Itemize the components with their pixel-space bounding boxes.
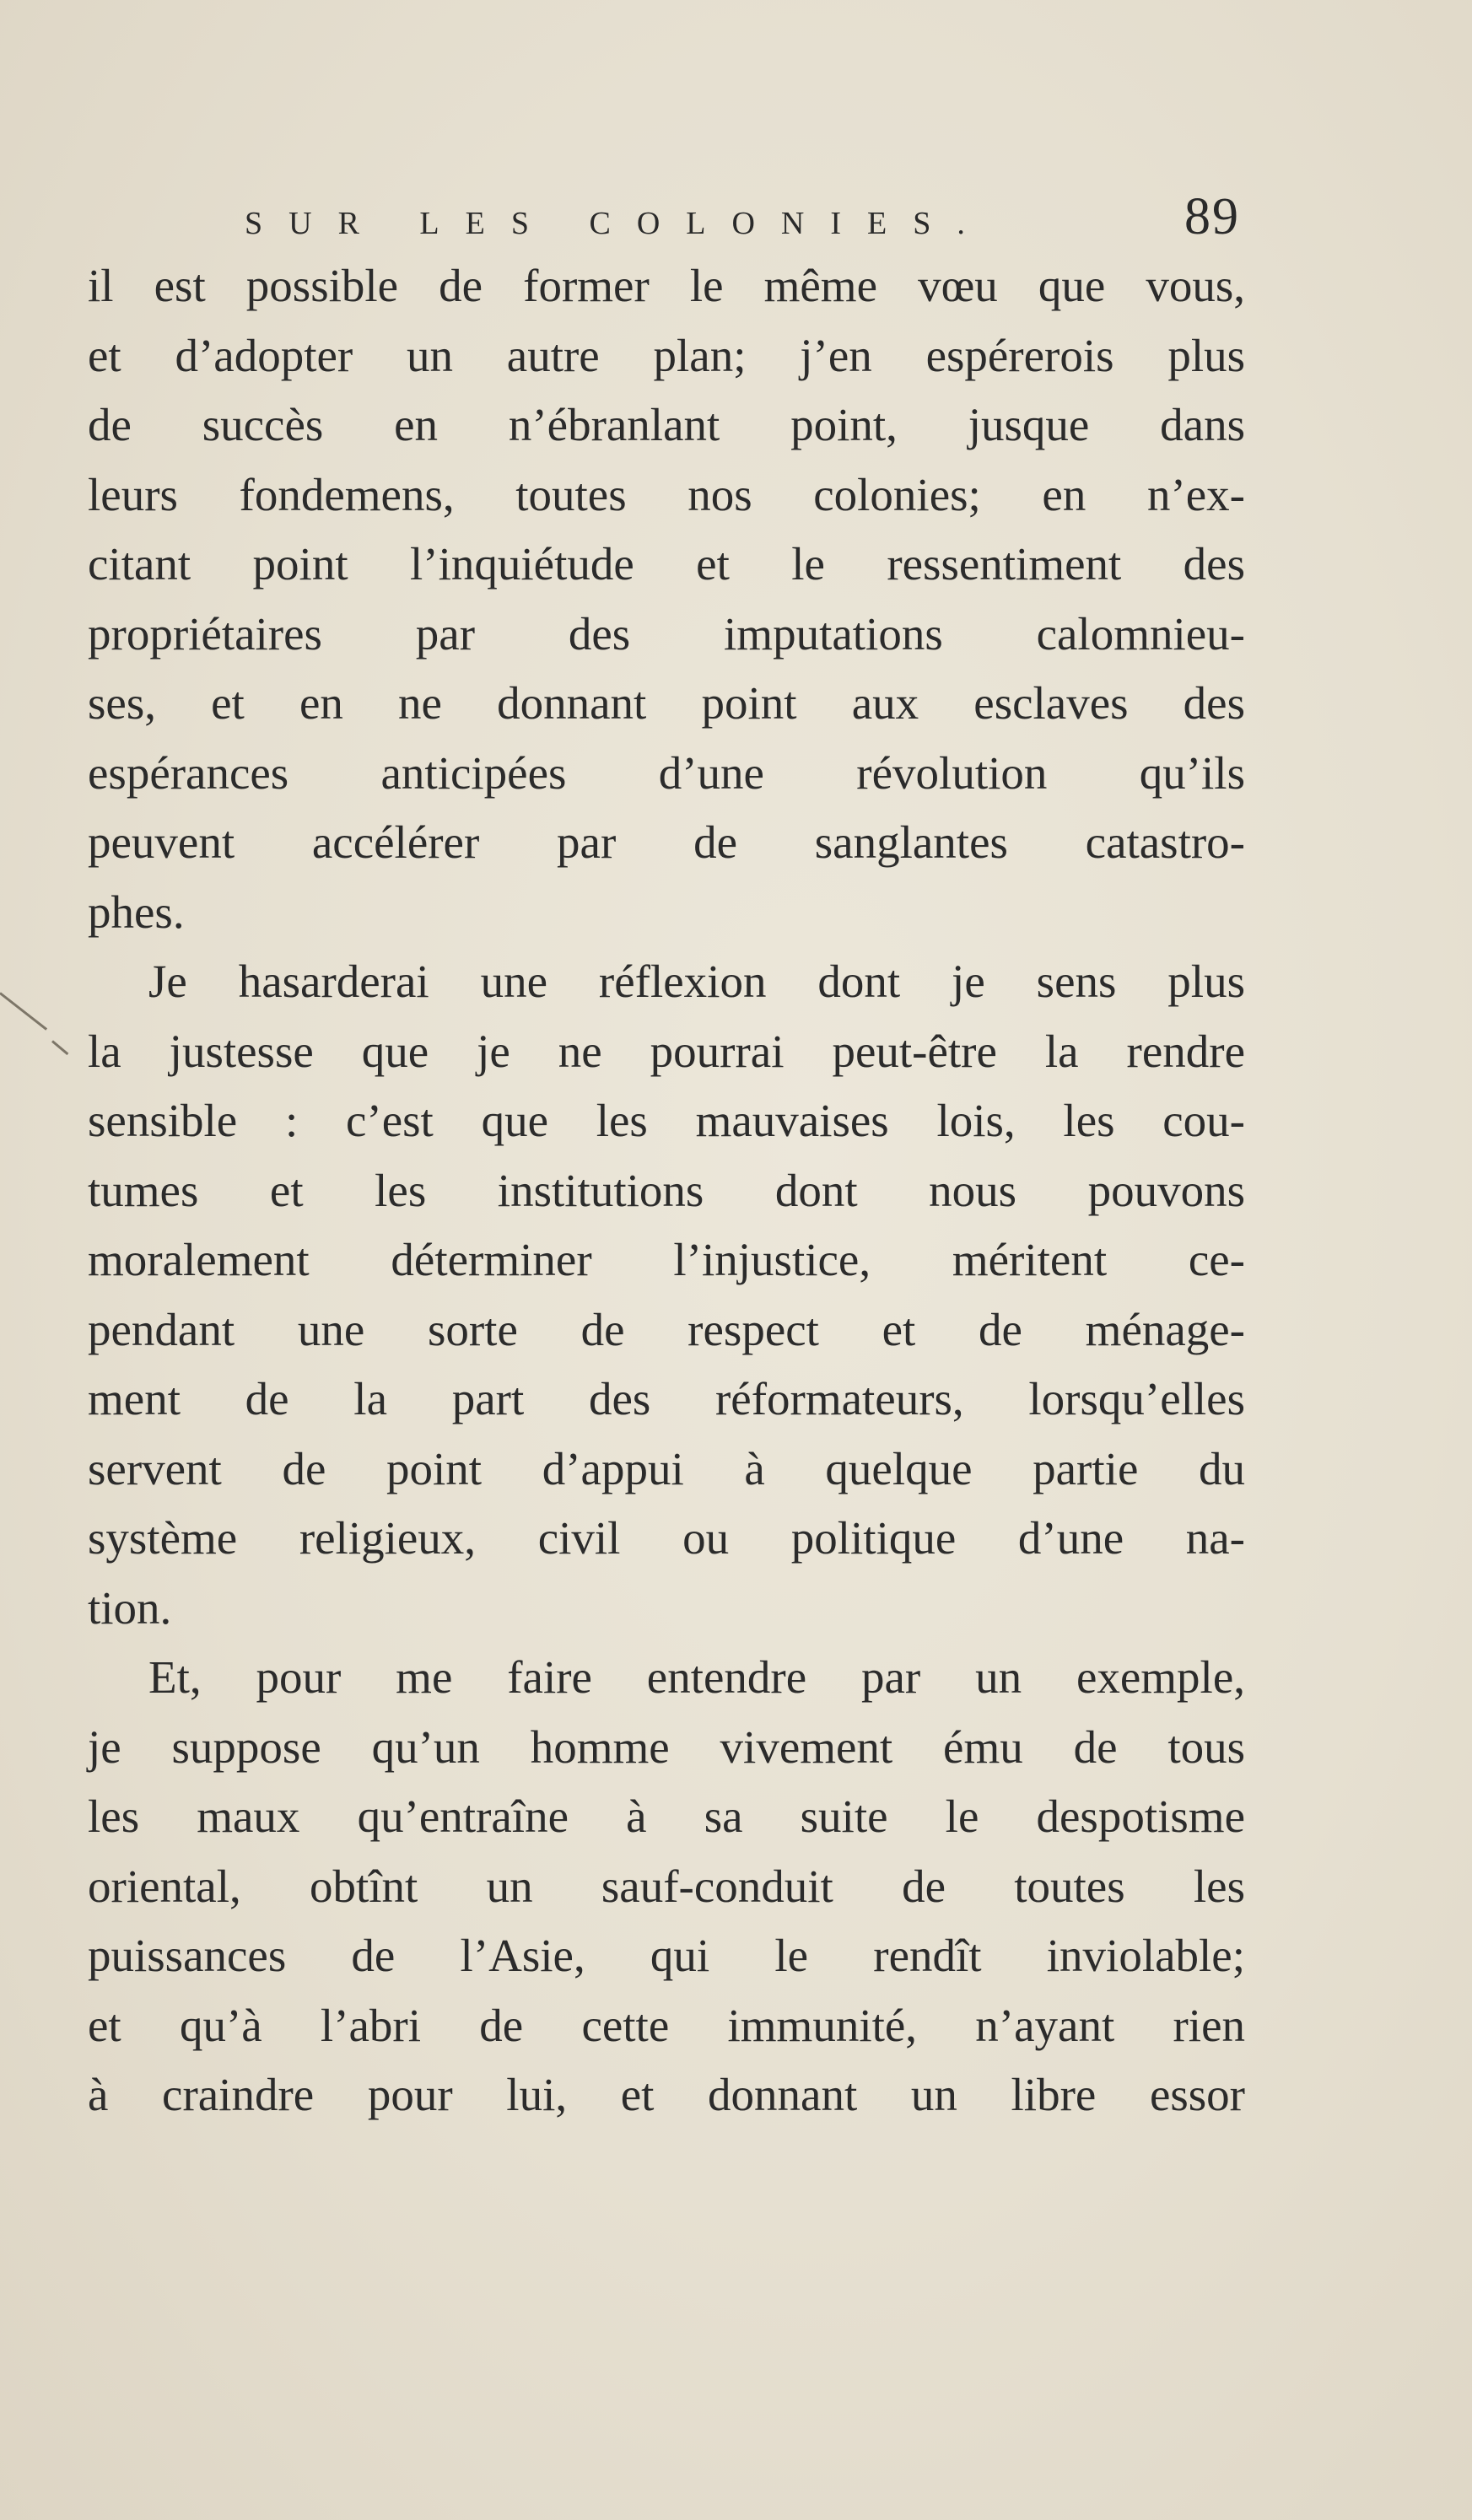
body-text xyxy=(88,251,1245,2130)
text-line: et d’adopter un autre plan; j’en espérerois plus xyxy=(88,329,1245,381)
text-line: Et, pour me faire entendre par un exemple, xyxy=(148,1651,1245,1703)
text-line: système religieux, civil ou politique d’une na- xyxy=(88,1512,1245,1564)
text-line: ses, et en ne donnant point aux esclaves des xyxy=(88,677,1245,729)
text-line: et qu’à l’abri de cette immunité, n’ayant rien xyxy=(88,1999,1245,2051)
text-line: tion. xyxy=(88,1581,172,1634)
paragraph xyxy=(88,947,1245,1643)
text-line: citant point l’inquiétude et le ressentiment des xyxy=(88,538,1245,590)
margin-pencil-mark xyxy=(0,992,47,1030)
page-number: 89 xyxy=(1184,188,1240,245)
text-line: je suppose qu’un homme vivement ému de tous xyxy=(88,1720,1245,1773)
text-line: propriétaires par des imputations calomnieu- xyxy=(88,607,1245,660)
page-header xyxy=(194,184,1240,260)
text-line: la justesse que je ne pourrai peut-être la rendre xyxy=(88,1025,1245,1077)
text-line: il est possible de former le même vœu que vous, xyxy=(88,260,1245,311)
text-line: les maux qu’entraîne à sa suite le despotisme xyxy=(88,1790,1245,1842)
text-line: moralement déterminer l’injustice, méritent ce- xyxy=(88,1234,1245,1285)
margin-pencil-mark xyxy=(51,1040,68,1055)
text-line: servent de point d’appui à quelque partie du xyxy=(88,1442,1245,1494)
text-line: espérances anticipées d’une révolution qu’ils xyxy=(88,746,1245,799)
text-line: puissances de l’Asie, qui le rendît inviolable; xyxy=(88,1930,1245,1981)
text-line: sensible : c’est que les mauvaises lois, les cou- xyxy=(88,1095,1245,1146)
text-line: leurs fondemens, toutes nos colonies; en n’ex- xyxy=(88,468,1245,520)
text-line: ment de la part des réformateurs, lorsqu’elles xyxy=(88,1373,1245,1424)
text-line: Je hasarderai une réflexion dont je sens plus xyxy=(148,956,1245,1007)
text-line: phes. xyxy=(88,886,185,938)
text-line: à craindre pour lui, et donnant un libre essor xyxy=(88,2069,1245,2120)
text-line: pendant une sorte de respect et de ménage- xyxy=(88,1303,1245,1355)
text-line: oriental, obtînt un sauf-conduit de toutes les xyxy=(88,1860,1245,1912)
running-head: SUR LES COLONIES. xyxy=(245,206,991,241)
paragraph xyxy=(88,251,1245,947)
paragraph xyxy=(88,1643,1245,2130)
text-line: peuvent accélérer par de sanglantes catastro- xyxy=(88,816,1245,868)
text-line: tumes et les institutions dont nous pouvons xyxy=(88,1164,1245,1216)
text-line: de succès en n’ébranlant point, jusque dans xyxy=(88,399,1245,450)
